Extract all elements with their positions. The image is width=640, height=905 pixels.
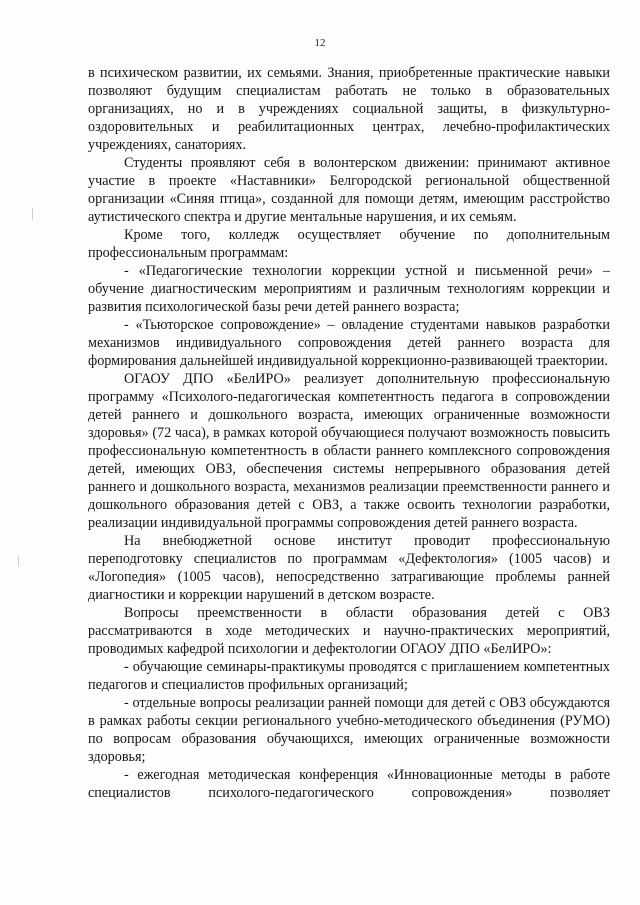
scan-mark [18, 556, 19, 566]
paragraph-6: ОГАОУ ДПО «БелИРО» реализует дополнительную профессиональную программу «Психолого-педагогическая компетентность педагога в сопровождении детей раннего и дошкольного возраста, имеющих ограниченные возможности здоровья» (72 часа), в рамках которой обучающиеся получают возможность повысить профессиональную компетентность в области раннего комплексного сопровождения детей, имеющих ОВЗ, обеспечения системы непрерывного образования детей раннего и дошкольного возраста, механизмов реализации преемственности раннего и дошкольного образования детей с ОВЗ, а также освоить технологии разработки, реализации индивидуальной программы сопровождения детей раннего возраста. [88, 371, 610, 531]
paragraph-7: На внебюджетной основе институт проводит профессиональную переподготовку специалистов по программам «Дефектология» (1005 часов) и «Логопедия» (1005 часов), непосредственно затрагивающие проблемы ранней диагностики и коррекции нарушений в детском возрасте. [88, 533, 610, 603]
paragraph-3: Кроме того, колледж осуществляет обучение по дополнительным профессиональным программам: [88, 227, 610, 261]
paragraph-1: в психическом развитии, их семьями. Знания, приобретенные практические навыки позволяют будущим специалистам работать не только в образовательных организациях, но и в учреждениях социальной защиты, в физкультурно-оздоровительных и реабилитационных центрах, лечебно-профилактических учреждениях, санаториях. [88, 65, 610, 153]
paragraph-11: - ежегодная методическая конференция «Инновационные методы в работе специалистов психолого-педагогического сопровождения» позволяет [88, 767, 610, 801]
paragraph-2: Студенты проявляют себя в волонтерском движении: принимают активное участие в проекте «Наставники» Белгородской региональной общественной организации «Синяя птица», созданной для помощи детям, имеющим расстройство аутистического спектра и другие ментальные нарушения, и их семьям. [88, 155, 610, 225]
paragraph-5: - «Тьюторское сопровождение» – овладение студентами навыков разработки механизмов индивидуального сопровождения детей раннего возраста для формирования дальнейшей индивидуальной коррекционно-развивающей траектории. [88, 317, 610, 369]
paragraph-8: Вопросы преемственности в области образования детей с ОВЗ рассматриваются в ходе методических и научно-практических мероприятий, проводимых кафедрой психологии и дефектологии ОГАОУ ДПО «БелИРО»: [88, 605, 610, 657]
body-text [88, 64, 610, 802]
scan-mark [32, 208, 33, 220]
paragraph-9: - обучающие семинары-практикумы проводятся с приглашением компетентных педагогов и специалистов профильных организаций; [88, 659, 610, 693]
paragraph-4: - «Педагогические технологии коррекции устной и письменной речи» – обучение диагностическим мероприятиям и различным технологиям коррекции и развития психологической базы речи детей раннего возраста; [88, 263, 610, 315]
page-number: 12 [314, 37, 326, 49]
paragraph-10: - отдельные вопросы реализации ранней помощи для детей с ОВЗ обсуждаются в рамках работы секции регионального учебно-методического объединения (РУМО) по вопросам образования обучающихся, имеющих ограниченные возможности здоровья; [88, 695, 610, 765]
